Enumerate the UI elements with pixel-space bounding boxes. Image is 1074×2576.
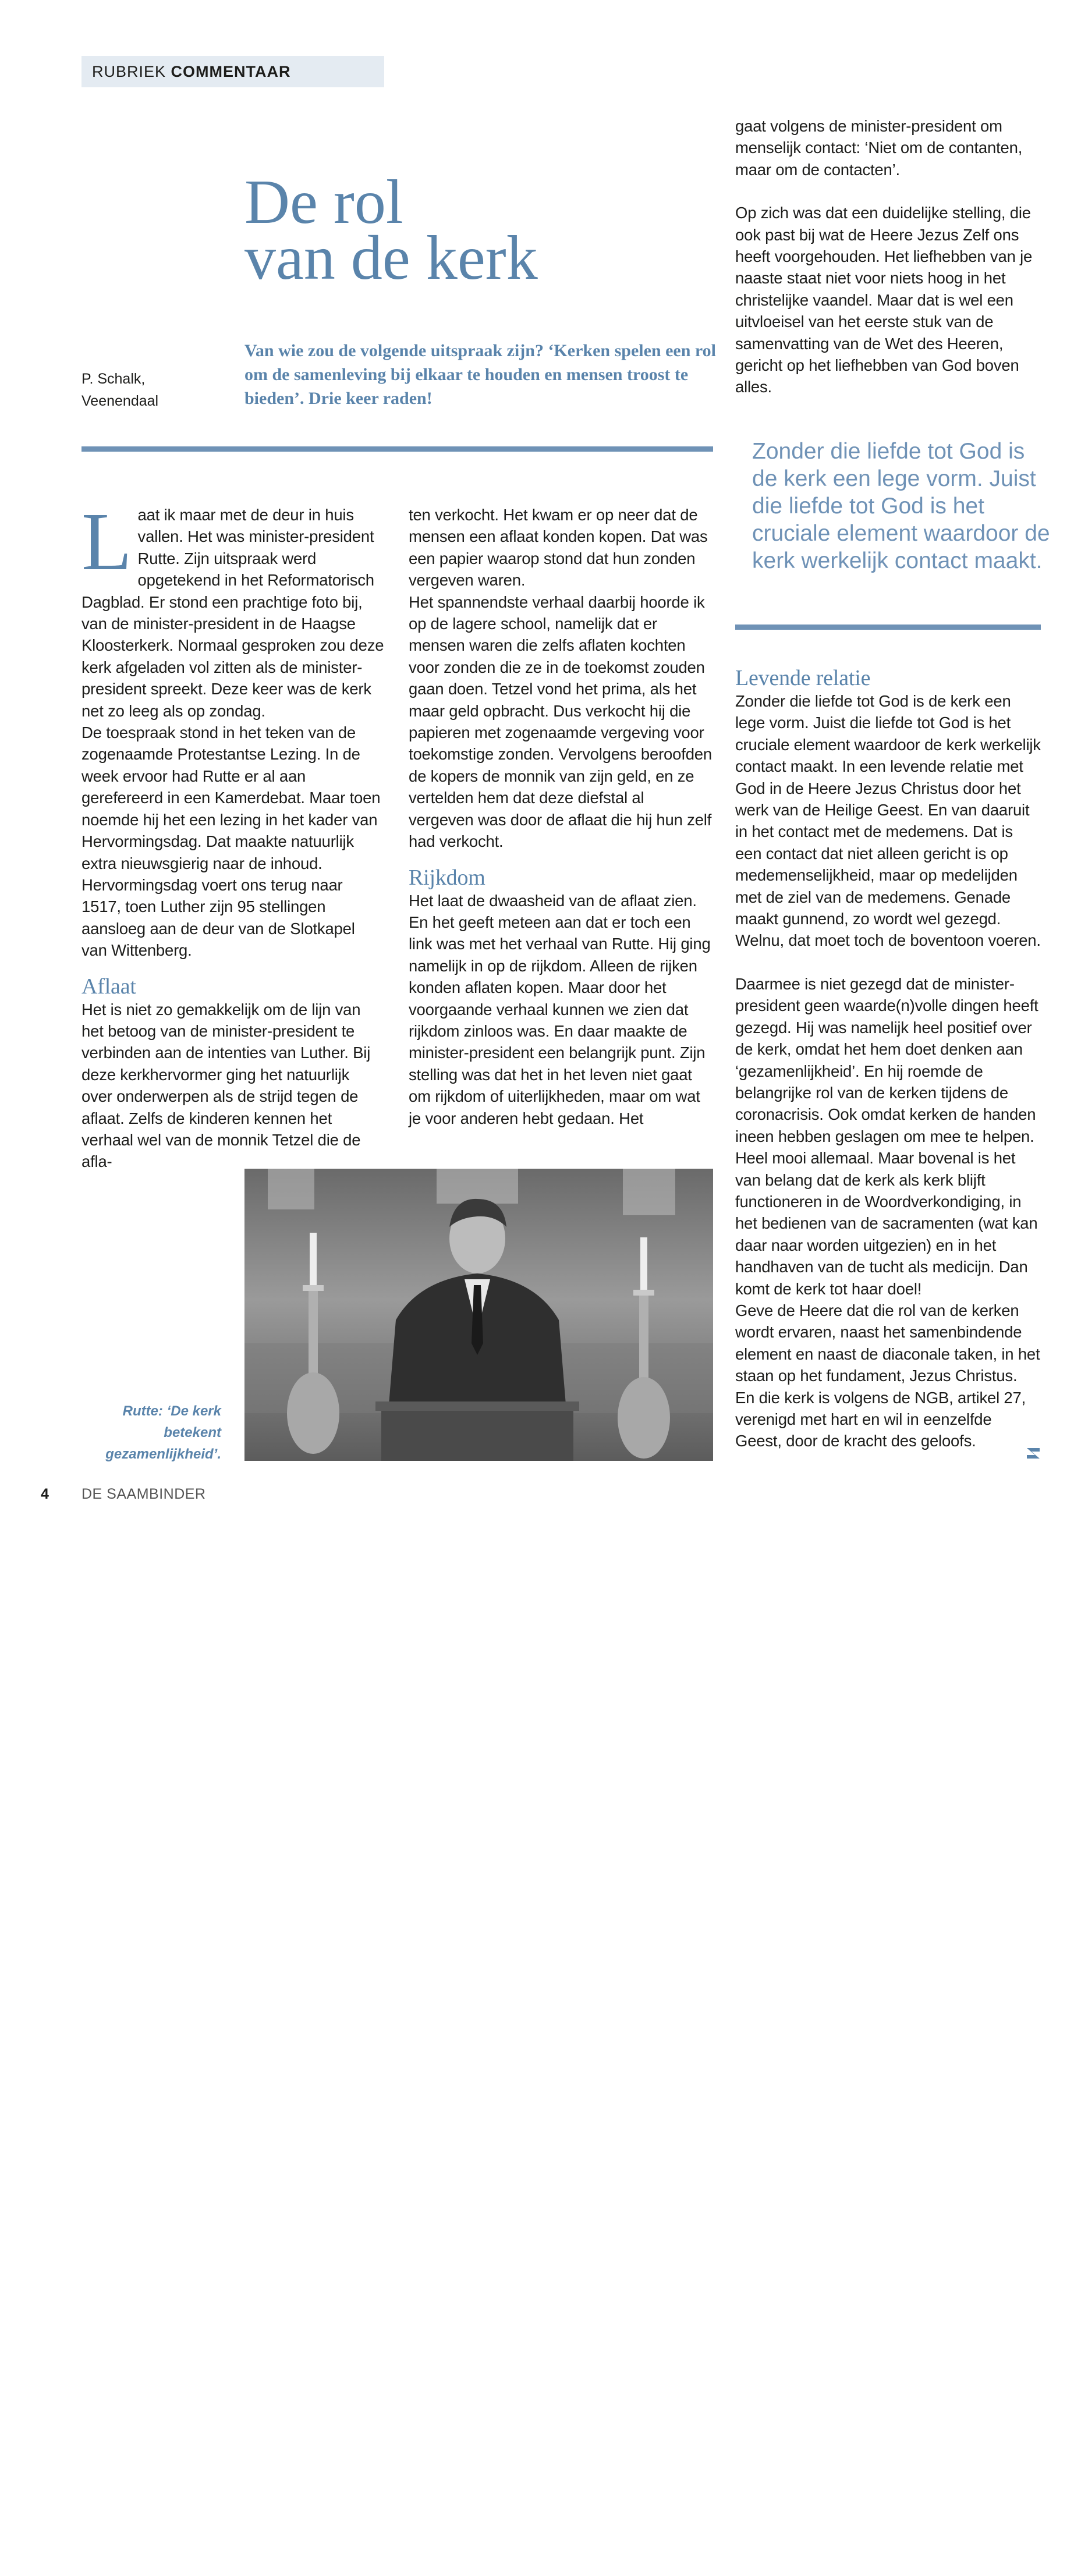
photo-illustration xyxy=(244,1169,713,1461)
publication-name: DE SAAMBINDER xyxy=(81,1486,206,1502)
subheading-rijkdom: Rijkdom xyxy=(409,865,485,890)
column-1-paragraph-3: Het is niet zo gemakkelijk om de lijn van het betoog van de minister-president te verbinden aan de intenties van Luther. Bij deze kerkhervormer ging het natuurlijk over onderwerpen als de strijd tegen de aflaat. Zelfs de kinderen kennen het verhaal wel van de monnik Tetzel die de afla- xyxy=(81,1000,371,1171)
photo-caption: Rutte: ‘De kerk betekent gezamenlijkheid’. xyxy=(105,1403,221,1462)
lead-paragraph: Van wie zou de volgende uitspraak zijn? ‘Kerken spelen een rol om de samenleving bij elkaar te houden en mensen troost te bieden’. Drie keer raden! xyxy=(244,341,717,408)
section-name: COMMENTAAR xyxy=(171,63,291,80)
column-1-paragraph-1-text: aat ik maar met de deur in huis vallen. Het was minister-president Rutte. Zijn uitspraak werd opgetekend in het Reformatorisch Dagblad. Er stond een prachtige foto bij, van de minister-president in de Haagse Kloosterkerk. Normaal gesproken zou deze kerk afgeladen vol zitten als de minister-president spreekt. Deze keer was de kerk net zo leeg als op zondag. xyxy=(81,506,384,720)
author-name: P. Schalk, xyxy=(81,371,146,387)
column-1-paragraph-1 xyxy=(81,495,384,722)
photo-credit: foto: PKN xyxy=(937,2536,947,2576)
page-number: 4 xyxy=(41,1486,49,1502)
column-3-paragraph-2: Op zich was dat een duidelijke stelling, die ook past bij wat de Heere Jezus Zelf ons heeft voorgehouden. Het liefhebben van je naaste staat niet voor niets hoog in het christelijke vaandel. Maar dat is wel een uitvloeisel van het eerste stuk van de samenvatting van de Wet des Heeren, gericht op het liefhebben van God boven alles. xyxy=(735,204,1033,396)
author-place: Veenendaal xyxy=(81,393,159,409)
column-1 xyxy=(81,495,384,1173)
section-prefix: RUBRIEK xyxy=(92,63,166,80)
drop-cap: L xyxy=(81,495,132,587)
column-2-paragraph-2: Het spannendste verhaal daarbij hoorde ik op de lagere school, namelijk dat er mensen waren die zelfs aflaten kochten voor zonden die ze in de toekomst zouden gaan doen. Tetzel vond het prima, als het maar geld opbracht. Dus verkocht hij die papieren met zogenaamde vergeving voor toekomstige zonden. Vervolgens beroofden de kopers de monnik van zijn geld, en ze vertelden hem dat deze diefstal al vergeven was door de aflaat die hij hun zelf had verkocht. xyxy=(409,592,712,851)
subheading-aflaat: Aflaat xyxy=(81,974,136,999)
section-label xyxy=(81,56,384,87)
column-3-paragraph-4: Daarmee is niet gezegd dat de minister-president geen waarde(n)volle dingen heeft gezegd. Hij was namelijk heel positief over de kerk, omdat het hem doet denken aan ‘gezamenlijkheid’. En hij roemde de belangrijke rol van de kerken tijdens de coronacrisis. Ook omdat kerken de handen ineen hebben geslagen om mee te helpen. Heel mooi allemaal. Maar bovenal is het van belang dat de kerk als kerk blijft functioneren in de Woordverkondiging, in het bedienen van de sacramenten (wat kan daar naar worden uitgezien) en in het handhaven van de tucht als medicijn. Dan komt de kerk tot haar doel! xyxy=(735,974,1038,1298)
column-3-top xyxy=(735,115,1041,398)
article-title xyxy=(244,168,664,293)
pull-quote: Zonder die liefde tot God is de kerk een lege vorm. Juist die liefde tot God is het cruciale element waardoor de kerk werkelijk contact maakt. xyxy=(752,439,1050,573)
column-3-paragraph-1: gaat volgens de minister-president om menselijk contact: ‘Niet om de contanten, maar om de contacten’. xyxy=(735,117,1023,179)
author-block xyxy=(81,368,198,412)
title-line-2: van de kerk xyxy=(244,223,538,293)
column-2-paragraph-3: Het laat de dwaasheid van de aflaat zien. En het geeft meteen aan dat er toch een link was met het verhaal van Rutte. Hij ging namelijk in op de rijkdom. Alleen de rijken konden aflaten kopen. Maar door het voorgaande verhaal kunnen we zien dat rijkdom zinloos was. En daar maakte de minister-president een belangrijk punt. Zijn stelling was dat het in het leven niet gaat om rijkdom of uiterlijkheden, maar om wat je voor anderen hebt gedaan. Het xyxy=(409,891,711,1127)
column-2 xyxy=(409,504,713,1129)
pull-quote-divider xyxy=(735,625,1041,630)
column-3-paragraph-3: Zonder die liefde tot God is de kerk een lege vorm. Juist die liefde tot God is het cruciale element waardoor de kerk werkelijk contact maakt. In een levende relatie met God in de Heere Jezus Christus door het werk van de Heilige Geest. En van daaruit in het contact met de medemens. Dat is een contact dat niet alleen gericht is op medemenselijkheid, maar op medelijden met de ziel van de medemens. Genade maakt gunnend, zo wordt wel gezegd. Welnu, dat moet toch de boventoon voeren. xyxy=(735,692,1041,950)
column-2-paragraph-1: ten verkocht. Het kwam er op neer dat de mensen een aflaat konden kopen. Dat was een papier waarop stond dat hun zonden vergeven waren. xyxy=(409,506,708,590)
subheading-levende-relatie: Levende relatie xyxy=(735,666,871,690)
title-line-1: De rol xyxy=(244,168,403,237)
column-3-bottom xyxy=(735,666,1041,1452)
end-mark-icon xyxy=(1025,1445,1042,1462)
column-3-paragraph-5: Geve de Heere dat die rol van de kerken wordt ervaren, naast het samenbindende element en naast de diaconale taken, in het staan op het fundament, Jezus Christus. En die kerk is volgens de NGB, artikel 27, verenigd met hart en wil in eenzelfde Geest, door de kracht des geloofs. xyxy=(735,1301,1040,1450)
column-1-paragraph-2: De toespraak stond in het teken van de zogenaamde Protestantse Lezing. In de week ervoor had Rutte er al aan gerefereerd in een Kamerdebat. Maar toen noemde hij het een lezing in het kader van Hervormingsdag. Dat maakte natuurlijk extra nieuwsgierig naar de inhoud. Hervormingsdag voert ons terug naar 1517, toen Luther zijn 95 stellingen aansloeg aan de deur van de Slotkapel van Wittenberg. xyxy=(81,723,381,960)
section-label-text xyxy=(92,63,291,81)
header-divider xyxy=(81,446,713,452)
